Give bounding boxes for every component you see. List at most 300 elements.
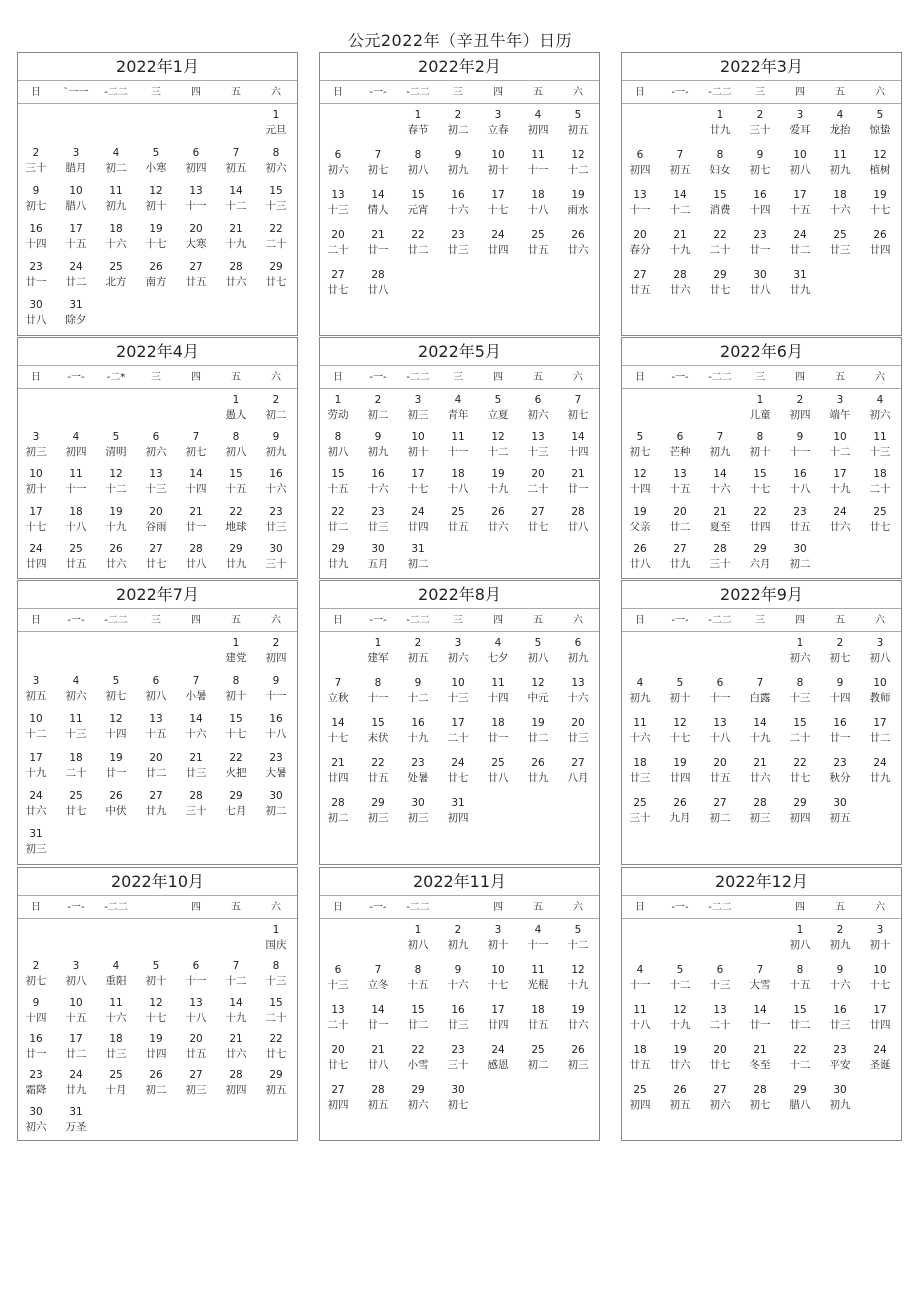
day-number: 22 [331, 505, 345, 518]
lunar-label: 十六 [265, 483, 287, 496]
day-number: 11 [833, 149, 847, 161]
lunar-label: 十九 [225, 1011, 247, 1024]
lunar-label: 初六 [65, 690, 87, 703]
day-number: 13 [149, 713, 163, 726]
lunar-label: 十九 [487, 483, 509, 496]
day-number: 14 [229, 996, 243, 1009]
month-panel [319, 580, 600, 865]
lunar-label: 廿六 [225, 1048, 247, 1060]
day-number: 24 [451, 757, 465, 769]
day-cell [438, 963, 478, 993]
lunar-label: 廿二 [65, 276, 87, 288]
day-number: 24 [793, 229, 807, 241]
weekday-label: 六 [573, 87, 583, 98]
day-cell [56, 505, 96, 535]
month-panel [17, 52, 298, 336]
day-cell [56, 1068, 96, 1098]
day-cell [478, 1003, 518, 1033]
day-number: 12 [109, 713, 123, 726]
lunar-label: 十五 [65, 1011, 87, 1024]
day-cell [660, 1043, 700, 1073]
day-cell [17, 1032, 56, 1062]
weekday-label: -一- [369, 615, 387, 626]
weekday-label: -二二 [708, 902, 732, 913]
day-number: 1 [232, 394, 240, 406]
lunar-label: 廿五 [527, 1019, 549, 1031]
day-cell [478, 716, 518, 746]
day-number: 21 [229, 223, 243, 235]
day-number: 21 [713, 505, 727, 518]
day-number: 17 [833, 468, 847, 481]
day-number: 29 [331, 542, 345, 555]
day-cell [700, 1043, 740, 1073]
weekday-label: 四 [795, 87, 805, 98]
lunar-label: 廿七 [789, 772, 811, 784]
day-number: 5 [574, 109, 582, 121]
day-number: 9 [796, 431, 804, 444]
day-number: 17 [491, 1004, 505, 1016]
day-cell [17, 146, 56, 176]
weekday-label: 四 [493, 372, 503, 383]
day-cell [17, 298, 56, 328]
lunar-label: 初三 [567, 1059, 589, 1071]
day-number: 23 [451, 1044, 465, 1056]
day-number: 23 [29, 261, 43, 273]
day-cell [700, 1083, 740, 1113]
day-cell [780, 1083, 820, 1113]
day-number: 9 [272, 431, 280, 444]
day-cell [438, 1083, 478, 1113]
day-cell [518, 148, 558, 178]
lunar-label: 初六 [789, 652, 811, 664]
day-cell [256, 674, 296, 704]
lunar-label: 廿六 [105, 557, 127, 570]
day-cell [319, 148, 358, 178]
day-number: 7 [334, 677, 342, 689]
lunar-label: 廿五 [789, 520, 811, 533]
lunar-label: 二十 [709, 244, 731, 256]
lunar-label: 初二 [265, 804, 287, 817]
day-cell [660, 756, 700, 786]
lunar-label: 廿六 [829, 520, 851, 533]
day-number: 3 [494, 924, 502, 936]
day-cell [438, 505, 478, 535]
lunar-label: 廿七 [869, 520, 891, 533]
month-title: 2022年6月 [622, 338, 901, 366]
day-number: 11 [69, 713, 83, 726]
day-cell [518, 188, 558, 218]
day-number: 18 [833, 189, 847, 201]
lunar-label: 感恩 [487, 1059, 509, 1071]
day-cell [820, 148, 860, 178]
day-number: 18 [873, 468, 887, 481]
day-number: 10 [491, 149, 505, 161]
lunar-label: 廿八 [567, 520, 589, 533]
day-number: 30 [371, 542, 385, 555]
day-cell [216, 467, 256, 497]
lunar-label: 十七 [225, 728, 247, 741]
day-number: 18 [633, 757, 647, 769]
weekday-label: 日 [31, 902, 41, 913]
day-cell [700, 716, 740, 746]
day-cell [136, 467, 176, 497]
lunar-label: 初九 [829, 1099, 851, 1111]
day-cell [256, 430, 296, 460]
day-number: 18 [69, 751, 83, 764]
lunar-label: 十四 [185, 483, 207, 496]
lunar-label: 廿四 [327, 772, 349, 784]
day-cell [478, 430, 518, 460]
day-number: 4 [636, 677, 644, 689]
day-cell [176, 1068, 216, 1098]
lunar-label: 十一 [447, 446, 469, 459]
lunar-label: 廿四 [145, 1048, 167, 1060]
day-cell [56, 789, 96, 819]
day-cell [56, 959, 96, 989]
lunar-label: 立春 [487, 124, 509, 136]
lunar-label: 小暑 [185, 690, 207, 703]
lunar-label: 立秋 [327, 692, 349, 704]
day-number: 5 [676, 677, 684, 689]
day-cell [558, 505, 598, 535]
weekday-label: 日 [635, 615, 645, 626]
lunar-label: 十九 [105, 520, 127, 533]
lunar-label: 廿七 [265, 276, 287, 288]
day-cell [740, 188, 780, 218]
lunar-label: 廿三 [265, 520, 287, 533]
day-cell [17, 430, 56, 460]
day-number: 23 [451, 229, 465, 241]
lunar-label: 初八 [869, 652, 891, 664]
day-number: 22 [411, 1044, 425, 1056]
day-number: 24 [69, 261, 83, 273]
day-number: 20 [713, 1044, 727, 1056]
lunar-label: 廿一 [367, 1019, 389, 1031]
lunar-label: 廿一 [829, 732, 851, 744]
lunar-label: 三十 [265, 557, 287, 570]
day-cell [176, 260, 216, 290]
day-number: 1 [232, 637, 240, 649]
lunar-label: 二十 [327, 1019, 349, 1031]
day-number: 11 [633, 1004, 647, 1016]
weekday-label: 五 [533, 615, 543, 626]
lunar-label: 大寒 [185, 238, 207, 250]
day-number: 30 [451, 1084, 465, 1096]
lunar-label: 初二 [367, 409, 389, 421]
lunar-label: 十四 [749, 204, 771, 216]
day-number: 26 [531, 757, 545, 769]
lunar-label: 十三 [65, 728, 87, 741]
day-number: 20 [673, 505, 687, 518]
day-number: 26 [571, 1044, 585, 1056]
day-number: 3 [876, 924, 884, 936]
lunar-label: 初七 [185, 446, 207, 459]
day-number: 16 [451, 189, 465, 201]
lunar-label: 廿九 [869, 772, 891, 784]
day-number: 17 [793, 189, 807, 201]
day-cell [700, 228, 740, 258]
day-number: 20 [713, 757, 727, 769]
lunar-label: 三十 [709, 557, 731, 570]
day-cell [621, 430, 660, 460]
day-cell [56, 146, 96, 176]
lunar-label: 初二 [447, 124, 469, 136]
lunar-label: 廿三 [829, 244, 851, 256]
day-cell [319, 228, 358, 258]
lunar-label: 十六 [367, 483, 389, 496]
day-number: 31 [29, 827, 43, 840]
day-number: 23 [411, 757, 425, 769]
day-cell [398, 148, 438, 178]
day-cell [176, 751, 216, 781]
day-number: 28 [713, 542, 727, 555]
lunar-label: 十七 [327, 732, 349, 744]
lunar-label: 廿九 [225, 557, 247, 570]
day-cell [660, 1083, 700, 1113]
lunar-label: 廿一 [567, 483, 589, 496]
day-cell [518, 716, 558, 746]
weekday-label: 日 [31, 615, 41, 626]
lunar-label: 十六 [829, 204, 851, 216]
day-number: 20 [189, 1033, 203, 1045]
lunar-label: 廿八 [487, 772, 509, 784]
day-number: 16 [269, 713, 283, 726]
lunar-label: 初四 [447, 812, 469, 824]
day-number: 4 [72, 675, 80, 688]
day-cell [56, 260, 96, 290]
lunar-label: 七月 [225, 804, 247, 817]
day-number: 22 [793, 1044, 807, 1056]
day-cell [96, 430, 136, 460]
day-cell [176, 467, 216, 497]
month-title: 2022年5月 [320, 338, 599, 366]
weekday-label: 三 [755, 615, 765, 626]
day-cell [17, 959, 56, 989]
day-cell [319, 1043, 358, 1073]
day-number: 15 [371, 717, 385, 729]
day-cell [216, 959, 256, 989]
day-number: 23 [793, 505, 807, 518]
day-number: 28 [753, 797, 767, 809]
day-number: 21 [189, 751, 203, 764]
day-cell [96, 1032, 136, 1062]
weekday-label: 五 [835, 372, 845, 383]
day-number: 28 [753, 1084, 767, 1096]
day-number: 25 [531, 1044, 545, 1056]
lunar-label: 十二 [25, 728, 47, 741]
lunar-label: 初七 [367, 164, 389, 176]
lunar-label: 初二 [789, 557, 811, 570]
lunar-label: 愚人 [225, 409, 247, 421]
day-cell [780, 676, 820, 706]
lunar-label: 初四 [65, 446, 87, 459]
lunar-label: 十七 [487, 204, 509, 216]
day-cell [256, 467, 296, 497]
weekday-label: 日 [635, 87, 645, 98]
month-title: 2022年4月 [18, 338, 297, 366]
day-number: 24 [69, 1069, 83, 1082]
lunar-label: 廿二 [145, 766, 167, 779]
weekday-label: 日 [333, 372, 343, 383]
day-cell [256, 789, 296, 819]
day-cell [256, 636, 296, 666]
weekday-label: 六 [271, 902, 281, 913]
day-number: 1 [334, 394, 342, 406]
day-cell [558, 676, 598, 706]
day-number: 12 [531, 677, 545, 689]
lunar-label: 初四 [327, 1099, 349, 1111]
lunar-label: 十五 [789, 979, 811, 991]
lunar-label: 十七 [869, 979, 891, 991]
day-cell [518, 923, 558, 953]
day-cell [256, 260, 296, 290]
day-number: 8 [716, 149, 724, 161]
day-number: 6 [716, 964, 724, 976]
day-cell [438, 467, 478, 497]
day-number: 27 [571, 757, 585, 769]
lunar-label: 廿二 [669, 520, 691, 533]
day-number: 24 [873, 1044, 887, 1056]
lunar-label: 二十 [447, 732, 469, 744]
day-cell [256, 505, 296, 535]
day-cell [56, 1105, 96, 1135]
lunar-label: 廿三 [567, 732, 589, 744]
lunar-label: 廿八 [367, 1059, 389, 1071]
day-cell [478, 108, 518, 138]
day-cell [860, 148, 900, 178]
day-cell [860, 963, 900, 993]
lunar-label: 廿三 [185, 766, 207, 779]
day-number: 13 [713, 717, 727, 729]
lunar-label: 十二 [669, 204, 691, 216]
day-cell [740, 716, 780, 746]
day-cell [621, 716, 660, 746]
day-number: 15 [411, 189, 425, 201]
day-number: 4 [836, 109, 844, 121]
day-number: 5 [152, 960, 160, 973]
day-cell [660, 676, 700, 706]
day-cell [740, 542, 780, 572]
lunar-label: 初七 [829, 652, 851, 664]
day-cell [136, 505, 176, 535]
day-cell [860, 188, 900, 218]
lunar-label: 廿一 [25, 276, 47, 288]
day-number: 1 [796, 924, 804, 936]
lunar-label: 廿四 [25, 557, 47, 570]
day-cell [17, 222, 56, 252]
day-number: 18 [491, 717, 505, 729]
lunar-label: 廿二 [869, 732, 891, 744]
day-cell [136, 712, 176, 742]
day-number: 16 [451, 1004, 465, 1016]
day-number: 27 [149, 789, 163, 802]
lunar-label: 十五 [145, 728, 167, 741]
weekday-label: -二二 [406, 87, 430, 98]
day-number: 17 [411, 468, 425, 481]
day-number: 1 [756, 394, 764, 406]
lunar-label: 初八 [225, 446, 247, 459]
lunar-label: 惊蛰 [869, 124, 891, 136]
day-cell [216, 542, 256, 572]
day-cell [358, 1043, 398, 1073]
day-cell [358, 796, 398, 826]
lunar-label: 初二 [145, 1084, 167, 1097]
day-cell [319, 716, 358, 746]
day-number: 10 [833, 431, 847, 444]
day-number: 10 [873, 677, 887, 689]
lunar-label: 廿五 [447, 520, 469, 533]
day-number: 8 [796, 964, 804, 976]
lunar-label: 十二 [105, 483, 127, 496]
day-number: 20 [189, 223, 203, 235]
day-number: 25 [491, 757, 505, 769]
weekday-label: 六 [573, 615, 583, 626]
weekday-label: -一- [671, 902, 689, 913]
lunar-label: 初八 [789, 939, 811, 951]
day-cell [780, 796, 820, 826]
day-number: 27 [331, 269, 345, 281]
lunar-label: 十三 [789, 692, 811, 704]
lunar-label: 廿三 [447, 1019, 469, 1031]
day-cell [438, 923, 478, 953]
weekday-label: -一- [671, 87, 689, 98]
day-number: 28 [229, 1069, 243, 1082]
day-cell [256, 146, 296, 176]
day-number: 3 [32, 431, 40, 444]
lunar-label: 初四 [225, 1084, 247, 1097]
day-cell [398, 676, 438, 706]
day-cell [56, 996, 96, 1026]
day-cell [820, 467, 860, 497]
lunar-label: 廿二 [527, 732, 549, 744]
day-cell [216, 674, 256, 704]
day-number: 5 [152, 147, 160, 159]
lunar-label: 十七 [407, 483, 429, 496]
day-cell [558, 148, 598, 178]
weekday-label: -二* [106, 372, 126, 383]
day-number: 14 [189, 713, 203, 726]
day-cell [256, 1032, 296, 1062]
month-title: 2022年2月 [320, 53, 599, 81]
lunar-label: 十七 [669, 732, 691, 744]
day-cell [398, 467, 438, 497]
lunar-label: 二十 [527, 483, 549, 496]
lunar-label: 十二 [567, 939, 589, 951]
day-number: 16 [833, 717, 847, 729]
lunar-label: 十八 [789, 483, 811, 496]
weekday-label: 日 [31, 372, 41, 383]
lunar-label: 十五 [789, 204, 811, 216]
day-cell [358, 228, 398, 258]
day-cell [136, 222, 176, 252]
lunar-label: 十二 [567, 164, 589, 176]
day-cell [780, 430, 820, 460]
day-cell [176, 184, 216, 214]
day-number: 26 [673, 1084, 687, 1096]
lunar-label: 元旦 [265, 124, 287, 136]
lunar-label: 立冬 [367, 979, 389, 991]
day-number: 12 [873, 149, 887, 161]
month-title: 2022年3月 [622, 53, 901, 81]
lunar-label: 三十 [447, 1059, 469, 1071]
lunar-label: 三十 [25, 162, 47, 174]
lunar-label: 光棍 [527, 979, 549, 991]
lunar-label: 初五 [407, 652, 429, 664]
day-cell [176, 222, 216, 252]
lunar-label: 廿六 [225, 276, 247, 288]
day-cell [478, 228, 518, 258]
day-number: 1 [796, 637, 804, 649]
